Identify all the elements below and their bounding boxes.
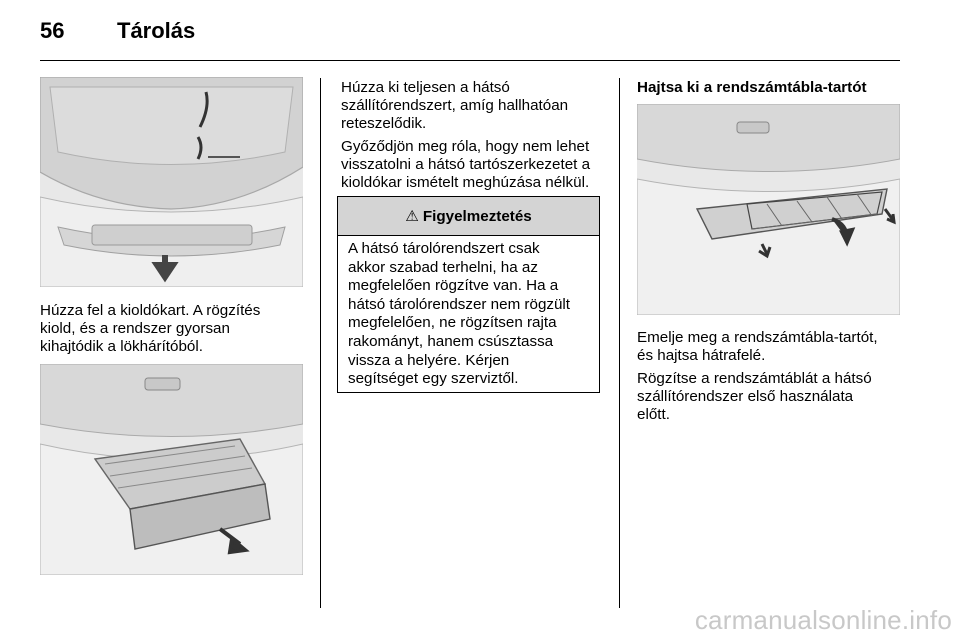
text-line: segítséget egy szerviztől. (348, 370, 519, 388)
text-line: szállítórendszer első használata (637, 388, 854, 406)
section-heading: Hajtsa ki a rendszámtábla-tartót (637, 79, 867, 96)
figure-plate-holder (637, 104, 900, 315)
text-line: Rögzítse a rendszámtáblát a hátsó (637, 370, 872, 387)
warning-icon: ⚠ (405, 208, 419, 225)
text-line: megfelelően rögzítve van. Ha a (348, 277, 559, 295)
text-line: kihajtódik a lökhárítóból. (40, 338, 203, 356)
text-line: reteszelődik. (341, 115, 427, 133)
text-line: Emelje meg a rendszámtábla-tartót, (637, 329, 878, 346)
text-line: vissza a helyére. Kérjen (348, 351, 510, 369)
paragraph-attach-plate (637, 370, 872, 425)
header-rule (40, 60, 900, 61)
caption-release-lever (40, 302, 260, 357)
text-line: Húzza fel a kioldókart. A rögzítés (40, 302, 261, 319)
column-divider-1 (320, 78, 321, 608)
text-line: kioldókar ismételt meghúzása nélkül. (341, 174, 590, 192)
text-line: rakományt, hanem csúsztassa (348, 332, 554, 350)
warning-box (337, 196, 600, 393)
text-line: akkor szabad terhelni, ha az (348, 258, 538, 276)
text-line: Győződjön meg róla, hogy nem lehet (341, 138, 590, 155)
text-line: visszatolni a hátsó tartószerkezetet a (341, 156, 591, 174)
paragraph-check-lock (341, 138, 590, 193)
warning-text (338, 236, 599, 389)
text-line: kiold, és a rendszer gyorsan (40, 320, 230, 338)
text-line: hátsó tárolórendszer nem rögzült (348, 295, 571, 313)
paragraph-pull-out (341, 79, 568, 134)
watermark: carmanualsonline.info (694, 605, 952, 635)
warning-title: Figyelmeztetés (422, 207, 532, 225)
page-title: Tárolás (117, 18, 196, 43)
text-line: előtt. (637, 406, 670, 424)
text-line: Húzza ki teljesen a hátsó (341, 79, 510, 96)
text-line: szállítórendszert, amíg hallhatóan (341, 97, 569, 115)
paragraph-lift-holder (637, 329, 878, 365)
warning-header (338, 197, 599, 236)
text-line: megfelelően, ne rögzítsen rajta (348, 314, 557, 332)
figure-release-lever (40, 77, 303, 287)
page-number: 56 (40, 18, 65, 43)
column-divider-2 (619, 78, 620, 608)
text-line: és hajtsa hátrafelé. (637, 347, 766, 365)
figure-carrier-out (40, 364, 303, 575)
text-line: A hátsó tárolórendszert csak (348, 240, 540, 257)
